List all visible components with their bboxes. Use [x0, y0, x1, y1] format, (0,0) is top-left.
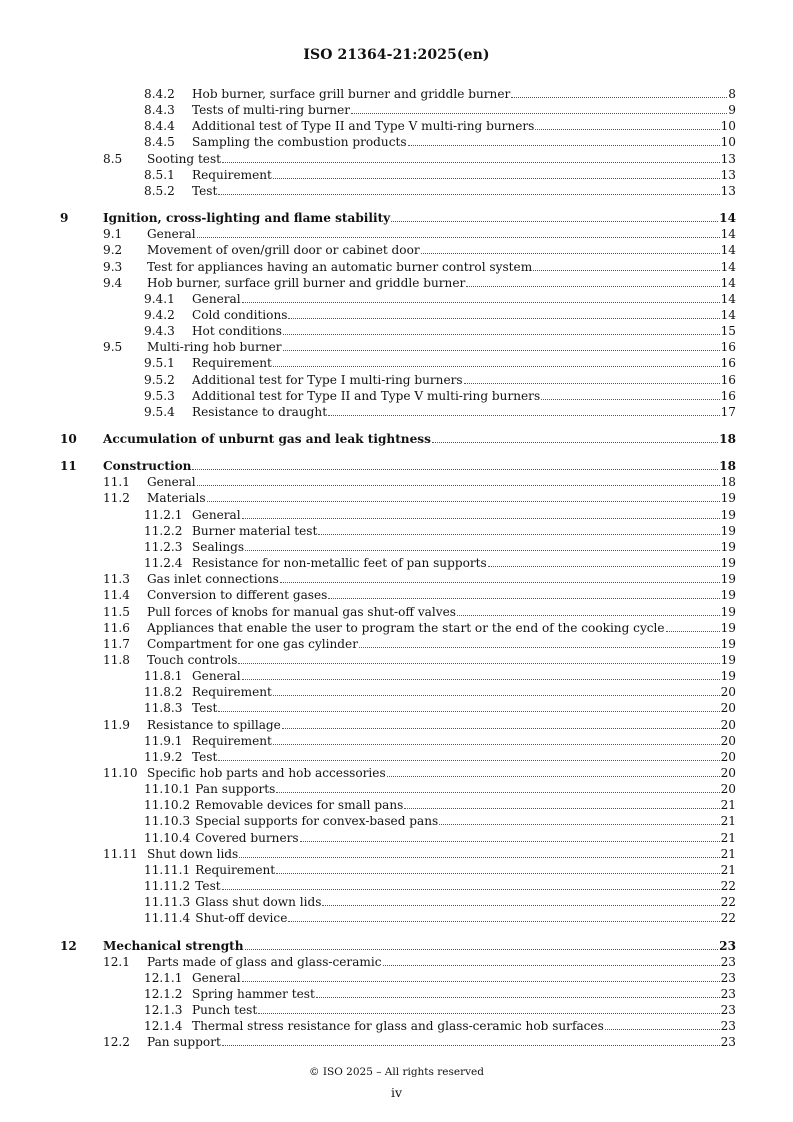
- toc-entry[interactable]: [0, 226, 793, 242]
- dot-leader: [439, 813, 719, 825]
- toc-entry-number: 11.8.1: [144, 669, 183, 684]
- toc-entry-page: 18: [720, 475, 736, 490]
- toc-entry[interactable]: [0, 474, 793, 490]
- toc-entry-page: 13: [720, 167, 736, 182]
- toc-entry-number: 11.7: [103, 636, 130, 651]
- toc-entry[interactable]: [0, 275, 793, 291]
- dot-leader: [222, 1034, 720, 1046]
- toc-entry-title: Requirement: [192, 733, 272, 748]
- toc-entry[interactable]: [0, 355, 793, 371]
- dot-leader: [383, 954, 720, 966]
- toc-entry-page: 19: [720, 572, 736, 587]
- dot-leader: [218, 700, 719, 712]
- toc-entry-title: Thermal stress resistance for glass and glass-ceramic hob surfaces: [192, 1019, 604, 1034]
- toc-entry-page: 21: [720, 846, 736, 861]
- toc-entry-page: 19: [720, 620, 736, 635]
- dot-leader: [222, 878, 720, 890]
- toc-entry-page: 19: [720, 523, 736, 538]
- page-number: iv: [390, 1085, 403, 1100]
- toc-entry[interactable]: [0, 118, 793, 134]
- toc-entry-title: Test: [192, 183, 218, 198]
- toc-entry[interactable]: [0, 781, 793, 797]
- dot-leader: [404, 797, 719, 809]
- toc-entry[interactable]: [0, 102, 793, 118]
- toc-entry-number: 11.8.2: [144, 685, 183, 700]
- toc-entry[interactable]: [0, 1018, 793, 1034]
- toc-entry-title: Test: [195, 879, 221, 894]
- dot-leader: [605, 1018, 720, 1030]
- toc-entry[interactable]: [0, 813, 793, 829]
- toc-entry-page: 17: [720, 404, 736, 419]
- toc-entry-number: 11.11.1: [144, 862, 191, 877]
- document-header: ISO 21364-21:2025(en): [303, 47, 490, 63]
- dot-leader: [432, 431, 718, 443]
- toc-entry-number: 11.1: [103, 475, 130, 490]
- toc-entry-title: Hob burner, surface grill burner and griddle burner: [147, 275, 466, 290]
- toc-entry-page: 14: [720, 307, 736, 322]
- toc-entry-number: 9.5.4: [144, 404, 175, 419]
- toc-entry-number: 8.4.5: [144, 135, 175, 150]
- toc-entry-title: Additional test for Type I multi-ring burners: [192, 372, 463, 387]
- dot-leader: [533, 259, 719, 271]
- toc-entry-page: 10: [720, 135, 736, 150]
- toc-entry-title: Additional test of Type II and Type V multi-ring burners: [192, 119, 535, 134]
- toc-entry-title: Pan support: [147, 1035, 221, 1050]
- toc-entry-title: Sooting test: [147, 151, 222, 166]
- toc-entry-title: Test: [192, 749, 218, 764]
- toc-entry-number: 11.8.3: [144, 701, 183, 716]
- toc-entry[interactable]: [0, 151, 793, 167]
- toc-entry[interactable]: [0, 431, 793, 447]
- toc-entry-number: 8.5.2: [144, 183, 175, 198]
- dot-leader: [242, 507, 720, 519]
- toc-entry-page: 21: [720, 798, 736, 813]
- toc-entry-page: 21: [720, 862, 736, 877]
- dot-leader: [666, 620, 720, 632]
- toc-entry[interactable]: [0, 733, 793, 749]
- toc-entry-page: 21: [720, 814, 736, 829]
- toc-entry-title: Spring hammer test: [192, 986, 315, 1001]
- toc-entry[interactable]: [0, 539, 793, 555]
- toc-entry-number: 11.11.2: [144, 879, 191, 894]
- toc-entry-title: Materials: [147, 491, 206, 506]
- dot-leader: [282, 717, 720, 729]
- toc-entry-number: 11.5: [103, 604, 130, 619]
- toc-entry-number: 9: [60, 211, 69, 226]
- dot-leader: [197, 226, 720, 238]
- toc-entry-title: General: [192, 507, 241, 522]
- toc-entry[interactable]: [0, 323, 793, 339]
- toc-entry-number: 8.5.1: [144, 167, 175, 182]
- toc-entry-title: General: [192, 291, 241, 306]
- dot-leader: [258, 1002, 719, 1014]
- dot-leader: [192, 458, 718, 470]
- toc-entry-number: 8.5: [103, 151, 123, 166]
- toc-entry-title: Additional test for Type II and Type V multi-ring burners: [192, 388, 541, 403]
- toc-entry-title: Hob burner, surface grill burner and griddle burner: [192, 87, 511, 101]
- toc-entry[interactable]: [0, 507, 793, 523]
- toc-entry-number: 9.1: [103, 227, 123, 242]
- toc-entry-title: Sealings: [192, 539, 245, 554]
- toc-entry-page: 8: [728, 87, 736, 101]
- toc-entry-page: 23: [720, 1035, 736, 1050]
- dot-leader: [351, 102, 727, 114]
- toc-entry-page: 23: [720, 970, 736, 985]
- toc-entry-number: 9.5.2: [144, 372, 175, 387]
- dot-leader: [276, 862, 719, 874]
- toc-entry-number: 12.1.1: [144, 970, 183, 985]
- toc-entry-title: Pan supports: [195, 782, 276, 797]
- toc-entry-page: 22: [720, 911, 736, 926]
- toc-entry-number: 9.5.3: [144, 388, 175, 403]
- toc-entry[interactable]: [0, 210, 793, 226]
- toc-entry-title: General: [192, 669, 241, 684]
- toc-entry-title: Tests of multi-ring burner: [192, 103, 351, 118]
- toc-entry-title: Requirement: [192, 167, 272, 182]
- dot-leader: [288, 307, 719, 319]
- toc-entry-number: 11.6: [103, 620, 130, 635]
- dot-leader: [218, 183, 719, 195]
- toc-entry-number: 8.4.3: [144, 103, 175, 118]
- toc-entry-page: 14: [719, 211, 736, 226]
- toc-entry-number: 12.1: [103, 954, 130, 969]
- toc-entry-page: 10: [720, 119, 736, 134]
- dot-leader: [273, 355, 720, 367]
- dot-leader: [464, 372, 720, 384]
- dot-leader: [273, 167, 720, 179]
- toc-entry[interactable]: [0, 1034, 793, 1050]
- toc-entry-number: 9.5.1: [144, 356, 175, 371]
- toc-entry-page: 19: [720, 539, 736, 554]
- dot-leader: [276, 781, 719, 793]
- dot-leader: [408, 134, 720, 146]
- toc-entry[interactable]: [0, 86, 793, 102]
- toc-entry-title: Test for appliances having an automatic burner control system: [147, 259, 533, 274]
- toc-entry-title: Resistance for non-metallic feet of pan supports: [192, 556, 487, 571]
- dot-leader: [359, 636, 720, 648]
- toc-entry-number: 10: [60, 432, 77, 446]
- toc-entry[interactable]: [0, 388, 793, 404]
- dot-leader: [288, 910, 719, 922]
- toc-entry-number: 11.2.3: [144, 539, 183, 554]
- dot-leader: [245, 938, 719, 950]
- dot-leader: [242, 291, 720, 303]
- toc-entry[interactable]: [0, 167, 793, 183]
- toc-entry[interactable]: [0, 797, 793, 813]
- toc-entry-page: 19: [720, 604, 736, 619]
- toc-entry[interactable]: [0, 765, 793, 781]
- toc-entry[interactable]: [0, 339, 793, 355]
- toc-entry-title: Sampling the combustion products: [192, 135, 407, 150]
- toc-entry[interactable]: [0, 1002, 793, 1018]
- toc-entry[interactable]: [0, 970, 793, 986]
- toc-entry[interactable]: [0, 587, 793, 603]
- dot-leader: [238, 652, 719, 664]
- toc-entry-number: 11.2.2: [144, 523, 183, 538]
- toc-entry-number: 12.1.3: [144, 1003, 183, 1018]
- dot-leader: [222, 151, 720, 163]
- dot-leader: [273, 684, 720, 696]
- toc-entry-title: Compartment for one gas cylinder: [147, 636, 358, 651]
- toc-entry-title: Requirement: [192, 685, 272, 700]
- toc-entry[interactable]: [0, 604, 793, 620]
- toc-entry[interactable]: [0, 523, 793, 539]
- toc-entry-number: 11.10.3: [144, 814, 191, 829]
- toc-entry-title: Touch controls: [147, 652, 238, 667]
- toc-entry-title: Requirement: [195, 862, 276, 877]
- toc-entry-page: 19: [720, 636, 736, 651]
- dot-leader: [218, 749, 719, 761]
- toc-entry-number: 12.2: [103, 1035, 130, 1050]
- toc-entry-page: 19: [720, 507, 736, 522]
- toc-entry-number: 11.4: [103, 588, 130, 603]
- dot-leader: [300, 830, 720, 842]
- toc-entry[interactable]: [0, 668, 793, 684]
- toc-entry-page: 20: [720, 685, 736, 700]
- toc-entry-number: 9.5: [103, 340, 123, 355]
- toc-entry-number: 11.11.3: [144, 895, 191, 910]
- toc-entry-title: Pull forces of knobs for manual gas shut-off valves: [147, 604, 456, 619]
- toc-entry-number: 12.1.2: [144, 986, 183, 1001]
- toc-entry-title: Mechanical strength: [103, 938, 244, 953]
- toc-entry-number: 9.4.3: [144, 324, 175, 339]
- toc-entry[interactable]: [0, 242, 793, 258]
- toc-entry-number: 8.4.2: [144, 87, 175, 101]
- toc-entry-number: 11.8: [103, 652, 130, 667]
- toc-entry-title: Movement of oven/grill door or cabinet door: [147, 243, 420, 258]
- dot-leader: [328, 587, 719, 599]
- toc-entry-number: 11.9.2: [144, 749, 183, 764]
- toc-entry[interactable]: [0, 986, 793, 1002]
- toc-entry-title: Requirement: [192, 356, 272, 371]
- toc-entry-number: 11.10.4: [144, 830, 191, 845]
- toc-entry-title: Specific hob parts and hob accessories: [147, 766, 386, 780]
- dot-leader: [466, 275, 719, 287]
- toc-entry-page: 16: [720, 372, 736, 387]
- dot-leader: [316, 986, 720, 998]
- toc-entry-title: Ignition, cross-lighting and flame stability: [103, 211, 391, 226]
- toc-entry-page: 14: [720, 243, 736, 258]
- dot-leader: [541, 388, 719, 400]
- toc-entry-number: 11.10.1: [144, 782, 191, 797]
- dot-leader: [322, 894, 719, 906]
- toc-entry-title: Conversion to different gases: [147, 588, 328, 603]
- toc-entry-page: 23: [720, 954, 736, 969]
- toc-entry-page: 16: [720, 340, 736, 355]
- toc-entry-page: 22: [720, 879, 736, 894]
- toc-entry-number: 11.2: [103, 491, 130, 506]
- toc-entry-page: 23: [720, 1003, 736, 1018]
- toc-entry[interactable]: [0, 652, 793, 668]
- toc-entry-page: 23: [720, 986, 736, 1001]
- toc-entry[interactable]: [0, 571, 793, 587]
- toc-entry-number: 12.1.4: [144, 1019, 183, 1034]
- toc-entry-number: 9.4.2: [144, 307, 175, 322]
- toc-entry-title: Appliances that enable the user to program the start or the end of the cooking cycle: [147, 620, 665, 635]
- toc-entry-number: 11.9.1: [144, 733, 183, 748]
- toc-entry[interactable]: [0, 910, 793, 926]
- dot-leader: [245, 539, 719, 551]
- toc-entry-title: Resistance to draught: [192, 404, 328, 419]
- dot-leader: [242, 668, 720, 680]
- toc-entry-number: 11.2.4: [144, 556, 183, 571]
- toc-entry-page: 20: [720, 782, 736, 797]
- toc-entry-page: 9: [728, 103, 736, 118]
- toc-entry-page: 14: [720, 227, 736, 242]
- toc-entry-page: 19: [720, 669, 736, 684]
- dot-leader: [318, 523, 719, 535]
- toc-entry[interactable]: [0, 878, 793, 894]
- toc-entry[interactable]: [0, 458, 793, 474]
- toc-entry-number: 11.11.4: [144, 911, 191, 926]
- toc-entry-page: 13: [720, 183, 736, 198]
- toc-entry-title: Parts made of glass and glass-ceramic: [147, 954, 382, 969]
- toc-entry[interactable]: [0, 700, 793, 716]
- toc-entry-title: General: [147, 227, 196, 242]
- toc-entry[interactable]: [0, 894, 793, 910]
- toc-entry-page: 16: [720, 388, 736, 403]
- dot-leader: [511, 86, 727, 98]
- toc-entry-page: 23: [720, 1019, 736, 1034]
- toc-entry-number: 11.3: [103, 572, 130, 587]
- toc-entry-page: 22: [720, 895, 736, 910]
- toc-entry[interactable]: [0, 372, 793, 388]
- toc-entry-title: Special supports for convex-based pans: [195, 814, 439, 829]
- toc-entry-page: 14: [720, 291, 736, 306]
- toc-entry-number: 11: [60, 459, 77, 474]
- dot-leader: [273, 733, 720, 745]
- toc-entry-title: Removable devices for small pans: [195, 798, 404, 813]
- toc-entry-number: 11.9: [103, 717, 130, 732]
- toc-entry[interactable]: [0, 636, 793, 652]
- toc-entry-page: 20: [720, 733, 736, 748]
- toc-entry-number: 11.10: [103, 766, 138, 780]
- dot-leader: [488, 555, 720, 567]
- toc-entry-title: Resistance to spillage: [147, 717, 281, 732]
- toc-entry-page: 16: [720, 356, 736, 371]
- toc-entry-number: 11.10.2: [144, 798, 191, 813]
- toc-entry-page: 20: [720, 749, 736, 764]
- dot-leader: [280, 571, 720, 583]
- dot-leader: [387, 765, 720, 777]
- dot-leader: [328, 404, 720, 416]
- dot-leader: [207, 490, 720, 502]
- toc-entry-number: 9.3: [103, 259, 123, 274]
- toc-entry[interactable]: [0, 749, 793, 765]
- toc-entry-page: 14: [720, 259, 736, 274]
- toc-entry-page: 15: [720, 324, 736, 339]
- toc-entry-title: Accumulation of unburnt gas and leak tightness: [103, 432, 431, 446]
- toc-entry[interactable]: [0, 830, 793, 846]
- toc-entry[interactable]: [0, 862, 793, 878]
- toc-entry[interactable]: [0, 846, 793, 862]
- toc-entry[interactable]: [0, 620, 793, 636]
- toc-entry-page: 14: [720, 275, 736, 290]
- dot-leader: [242, 970, 720, 982]
- toc-entry-page: 18: [719, 432, 736, 446]
- dot-leader: [421, 242, 720, 254]
- toc-entry-page: 20: [720, 717, 736, 732]
- toc-entry-title: General: [192, 970, 241, 985]
- toc-entry-title: Multi-ring hob burner: [147, 340, 282, 355]
- toc-entry-page: 13: [720, 151, 736, 166]
- toc-entry-title: Shut down lids: [147, 846, 239, 861]
- toc-entry-page: 19: [720, 491, 736, 506]
- toc-entry-number: 11.11: [103, 846, 138, 861]
- toc-entry-number: 9.2: [103, 243, 123, 258]
- toc-entry[interactable]: [0, 938, 793, 954]
- toc-entry[interactable]: [0, 307, 793, 323]
- toc-entry-title: Glass shut down lids: [195, 895, 322, 910]
- toc-entry[interactable]: [0, 717, 793, 733]
- toc-entry-title: Gas inlet connections: [147, 572, 279, 587]
- dot-leader: [535, 118, 719, 130]
- toc-entry-page: 19: [720, 588, 736, 603]
- toc-entry-number: 12: [60, 938, 77, 953]
- toc-entry[interactable]: [0, 183, 793, 199]
- toc-entry-number: 8.4.4: [144, 119, 175, 134]
- toc-entry-title: Cold conditions: [192, 307, 288, 322]
- dot-leader: [391, 210, 718, 222]
- toc-entry-title: Construction: [103, 459, 192, 474]
- toc-entry-title: General: [147, 475, 196, 490]
- toc-entry-number: 11.2.1: [144, 507, 183, 522]
- dot-leader: [283, 323, 720, 335]
- toc-entry-number: 9.4.1: [144, 291, 175, 306]
- toc-entry-page: 23: [719, 938, 736, 953]
- toc-entry[interactable]: [0, 291, 793, 307]
- toc-entry-title: Shut-off device: [195, 911, 288, 926]
- dot-leader: [197, 474, 720, 486]
- toc-entry[interactable]: [0, 259, 793, 275]
- dot-leader: [283, 339, 720, 351]
- toc-entry[interactable]: [0, 134, 793, 150]
- toc-entry-number: 9.4: [103, 275, 123, 290]
- copyright-notice: © ISO 2025 – All rights reserved: [309, 1066, 484, 1078]
- dot-leader: [457, 604, 720, 616]
- toc-entry[interactable]: [0, 684, 793, 700]
- toc-entry-title: Hot conditions: [192, 324, 282, 339]
- toc-entry[interactable]: [0, 954, 793, 970]
- toc-entry-page: 20: [720, 701, 736, 716]
- toc-entry[interactable]: [0, 555, 793, 571]
- toc-entry[interactable]: [0, 490, 793, 506]
- toc-entry-title: Covered burners: [195, 830, 299, 845]
- toc-entry-title: Burner material test: [192, 523, 318, 538]
- toc-entry-page: 19: [720, 556, 736, 571]
- toc-entry-page: 21: [720, 830, 736, 845]
- dot-leader: [239, 846, 719, 858]
- toc-entry-page: 20: [720, 766, 736, 780]
- toc-entry[interactable]: [0, 404, 793, 420]
- toc-entry-title: Test: [192, 701, 218, 716]
- toc-entry-page: 18: [719, 459, 736, 474]
- toc-entry-page: 19: [720, 652, 736, 667]
- toc-entry-title: Punch test: [192, 1003, 258, 1018]
